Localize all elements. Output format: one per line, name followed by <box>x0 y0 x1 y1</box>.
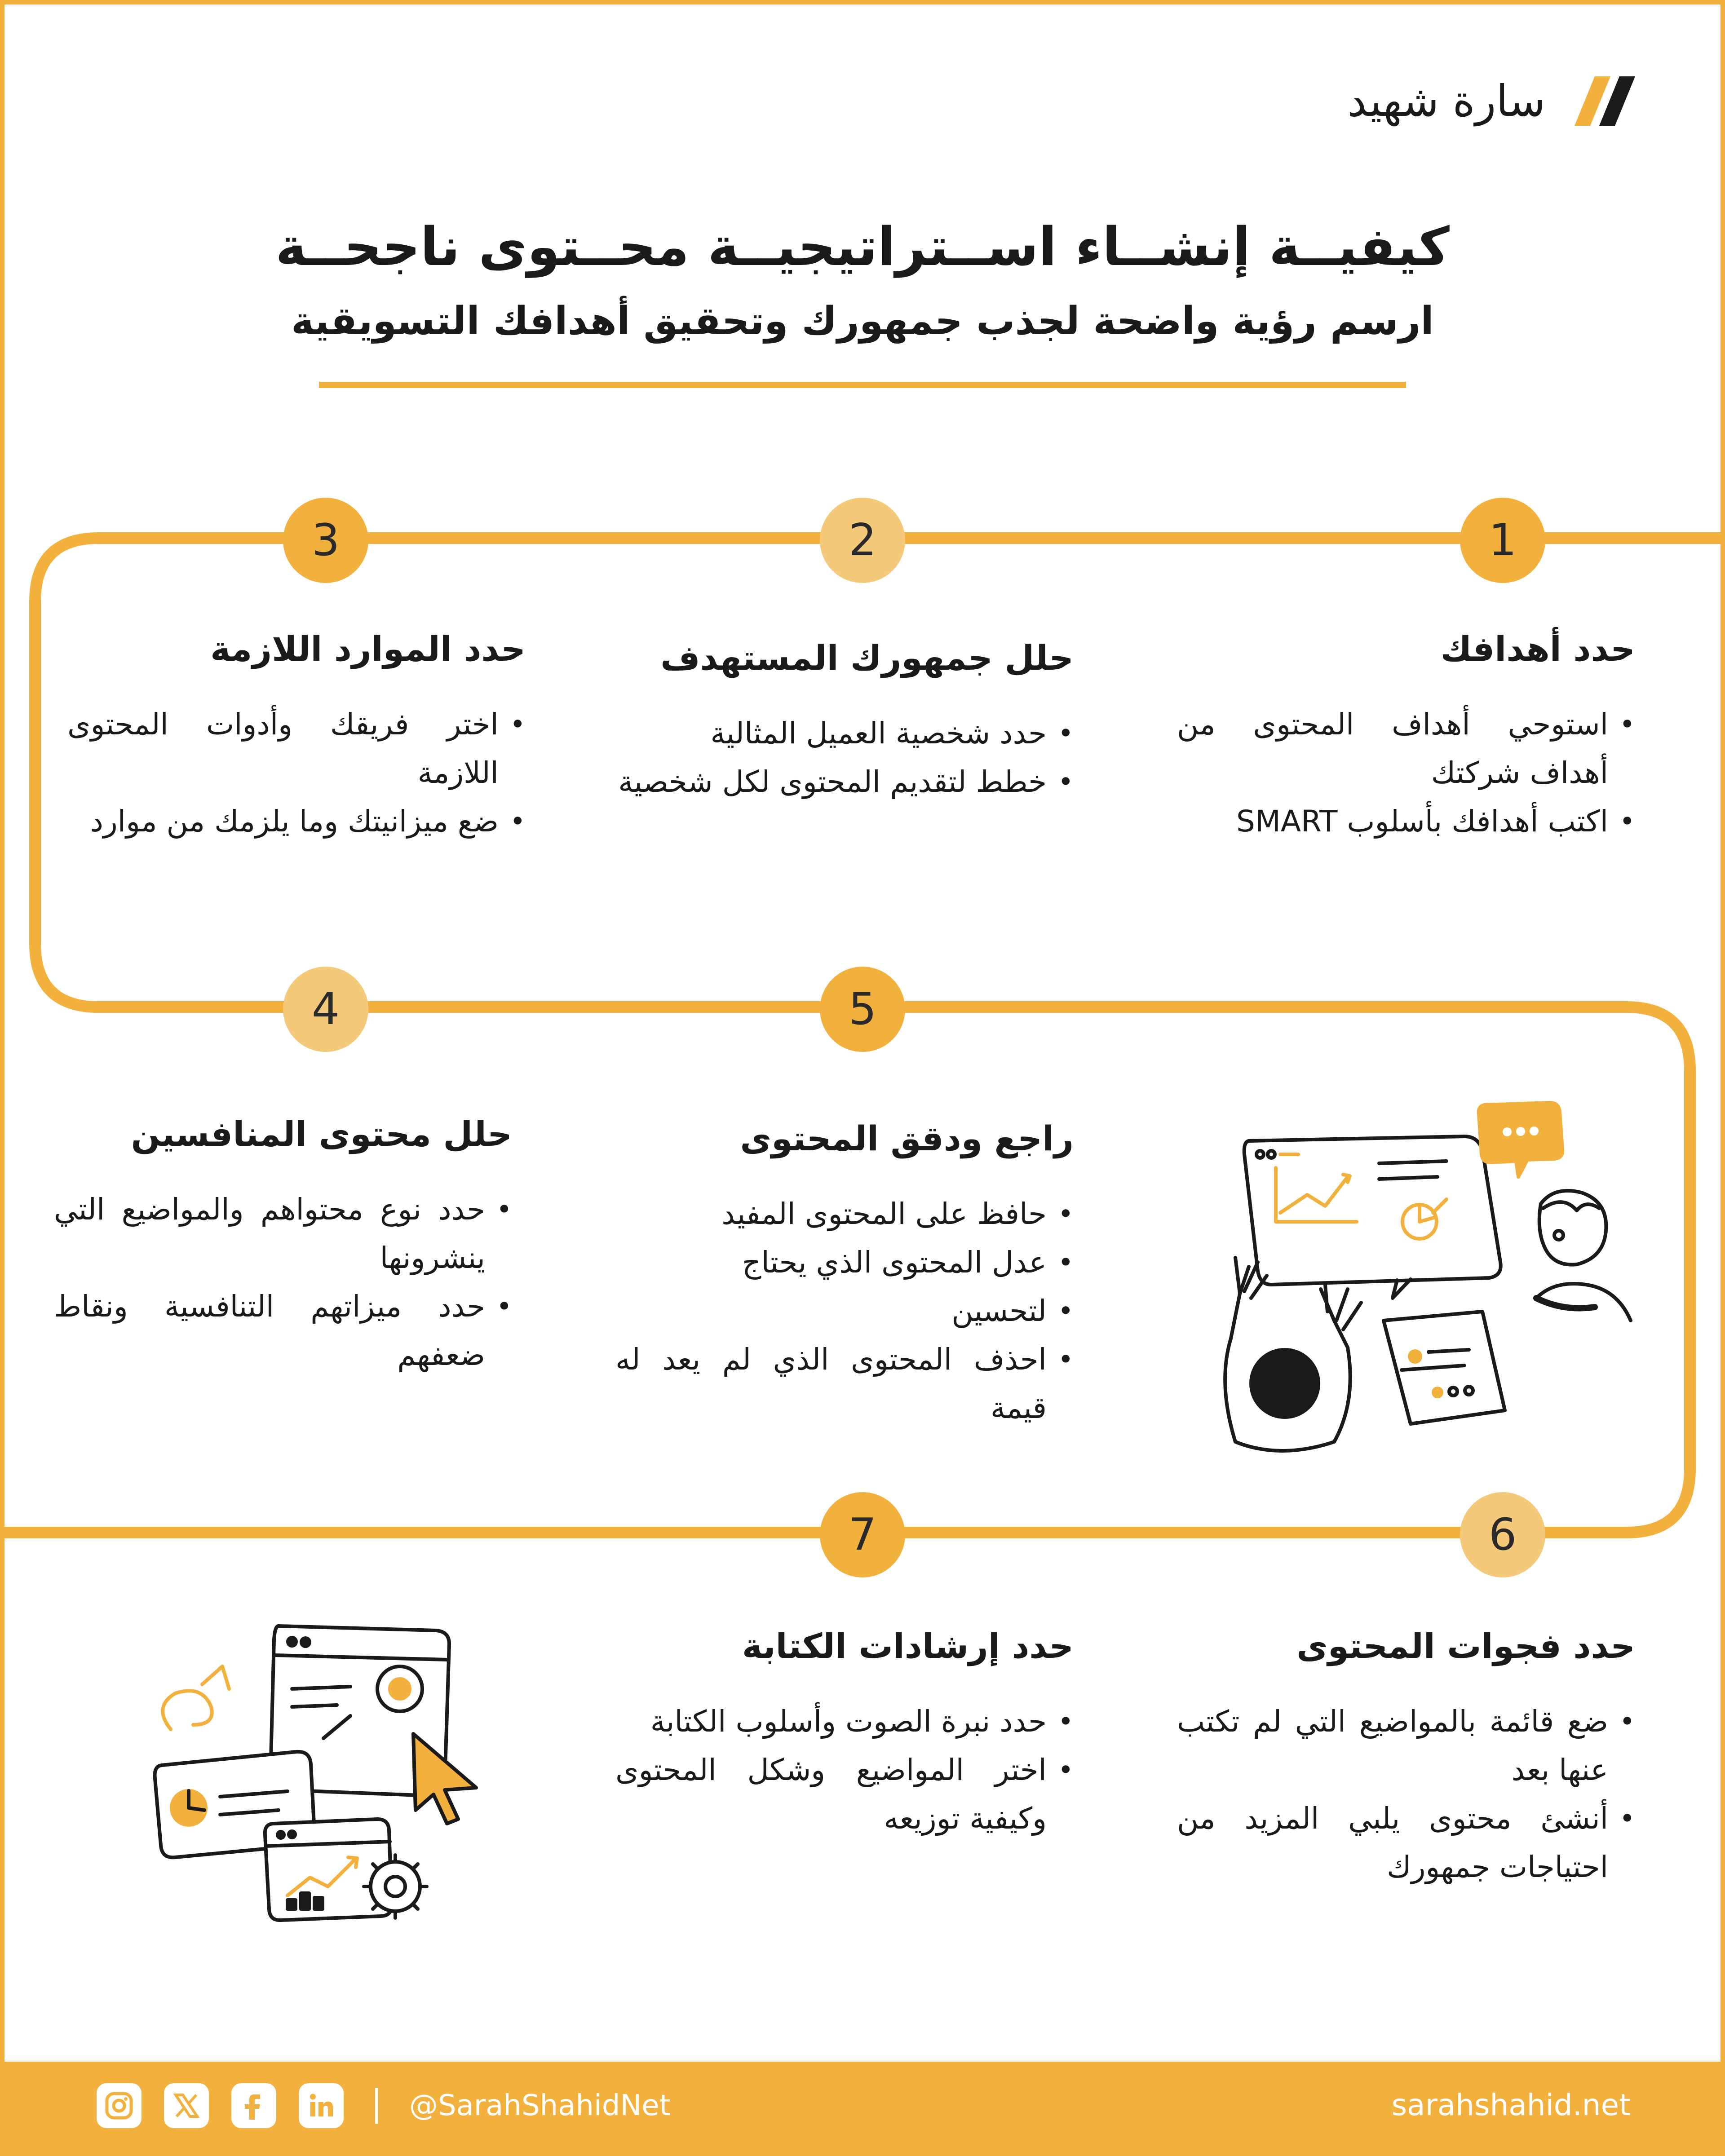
instagram-icon[interactable] <box>97 2083 142 2128</box>
social-links <box>97 2083 671 2128</box>
step-4-bullet: • حدد ميزاتهم التنافسية ونقاط ضعفهم <box>54 1282 512 1379</box>
x-icon[interactable] <box>164 2083 209 2128</box>
step-2-card <box>615 638 1074 806</box>
step-5-card <box>615 1118 1074 1432</box>
step-5-bullet: • لتحسين <box>615 1287 1074 1335</box>
step-3-title: حدد الموارد اللازمة <box>210 629 526 669</box>
linkedin-icon[interactable] <box>299 2083 344 2128</box>
page-title: كيفيــة إنشــاء اســتراتيجيــة محــتوى ناجحــة <box>275 216 1450 278</box>
step-5-bullet: • حافظ على المحتوى المفيد <box>615 1190 1074 1238</box>
footer-divider <box>375 2088 378 2124</box>
website-link[interactable]: sarahshahid.net <box>1391 2088 1631 2122</box>
step-5-bullet: • احذف المحتوى الذي لم يعد له قيمة <box>615 1335 1074 1432</box>
step-3-card <box>67 629 526 846</box>
step-2-bullet: • حدد شخصية العميل المثالية <box>615 709 1074 758</box>
step-6-number: 6 <box>1460 1492 1545 1577</box>
step-1-number: 1 <box>1460 498 1545 583</box>
step-2-bullet: • خطط لتقديم المحتوى لكل شخصية <box>615 758 1074 806</box>
step-4-bullet: • حدد نوع محتواهم والمواضيع التي ينشرونها <box>54 1185 512 1282</box>
step-6-bullet: • أنشئ محتوى يلبي المزيد من احتياجات جمهورك <box>1177 1794 1635 1891</box>
step-7-title: حدد إرشادات الكتابة <box>742 1626 1074 1666</box>
step-7-bullet: • حدد نبرة الصوت وأسلوب الكتابة <box>615 1697 1074 1746</box>
step-1-card <box>1177 629 1635 846</box>
step-5-bullet: • عدل المحتوى الذي يحتاج <box>615 1238 1074 1287</box>
step-3-bullet: • اختر فريقك وأدوات المحتوى اللازمة <box>67 700 526 797</box>
step-6-card <box>1177 1626 1635 1891</box>
step-2-title: حلل جمهورك المستهدف <box>660 638 1074 678</box>
step-4-number: 4 <box>283 967 368 1052</box>
page-subtitle: ارسم رؤية واضحة لجذب جمهورك وتحقيق أهدافك التسويقية <box>291 299 1434 344</box>
step-2-number: 2 <box>820 498 905 583</box>
step-7-number: 7 <box>820 1492 905 1577</box>
step-1-bullet: • اكتب أهدافك بأسلوب SMART <box>1177 797 1635 846</box>
step-5-number: 5 <box>820 967 905 1052</box>
social-handle[interactable]: @SarahShahidNet <box>409 2089 671 2122</box>
facebook-icon[interactable] <box>231 2083 276 2128</box>
step-4-title: حلل محتوى المنافسين <box>131 1114 512 1154</box>
team-analytics-illustration <box>1213 1087 1640 1455</box>
step-1-bullet: • استوحي أهداف المحتوى من أهداف شركتك <box>1177 700 1635 797</box>
step-7-card <box>615 1626 1074 1843</box>
step-4-card <box>54 1114 512 1379</box>
step-7-bullet: • اختر المواضيع وشكل المحتوى وكيفية توزيعه <box>615 1746 1074 1843</box>
step-3-number: 3 <box>283 498 368 583</box>
marketing-dashboard-illustration <box>144 1617 485 1931</box>
step-6-title: حدد فجوات المحتوى <box>1296 1626 1635 1666</box>
step-6-bullet: • ضع قائمة بالمواضيع التي لم تكتب عنها بعد <box>1177 1697 1635 1794</box>
step-3-bullet: • ضع ميزانيتك وما يلزمك من موارد <box>67 797 526 846</box>
brand-name: سارة شهيد <box>1347 76 1545 126</box>
step-5-title: راجع ودقق المحتوى <box>740 1118 1074 1158</box>
step-1-title: حدد أهدافك <box>1440 629 1635 669</box>
